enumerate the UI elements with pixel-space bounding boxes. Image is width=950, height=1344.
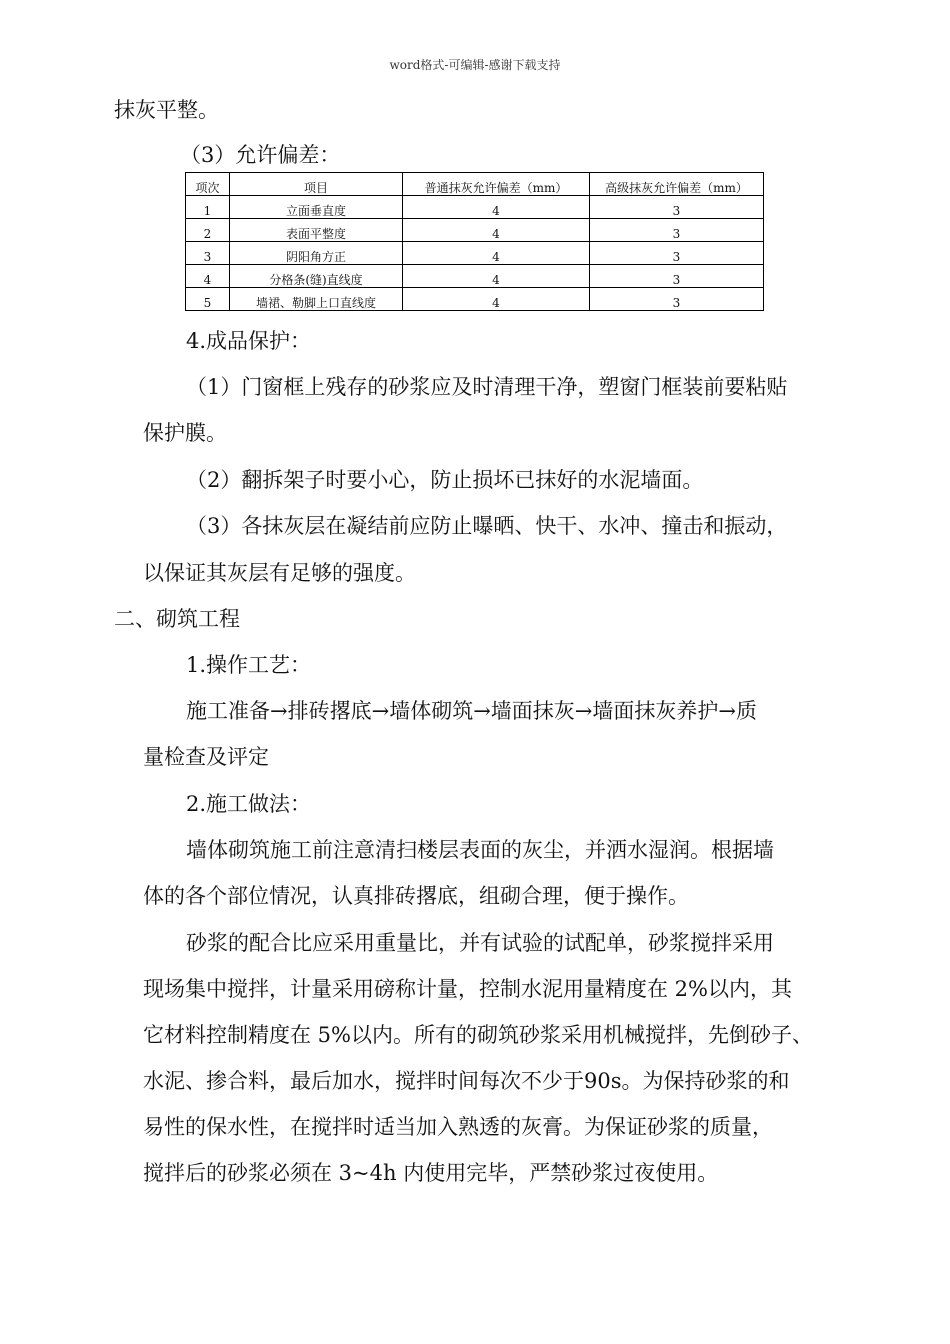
table-cell: 4 <box>403 242 590 265</box>
table-header-cell: 高级抹灰允许偏差（mm） <box>590 173 764 196</box>
paragraph-line: 施工准备→排砖撂底→墙体砌筑→墙面抹灰→墙面抹灰养护→质 <box>186 699 757 723</box>
section-heading-protection: 4.成品保护： <box>186 329 312 353</box>
table-cell: 阴阳角方正 <box>230 242 403 265</box>
paragraph-line: 水泥、掺合料，最后加水，搅拌时间每次不少于90s。为保持砂浆的和 <box>143 1069 790 1093</box>
table-cell: 5 <box>186 288 230 311</box>
table-cell: 4 <box>403 219 590 242</box>
paragraph-line: （3）各抹灰层在凝结前应防止曝晒、快干、水冲、撞击和振动， <box>186 514 788 538</box>
tolerance-table <box>185 172 764 311</box>
table-cell: 分格条(缝)直线度 <box>230 265 403 288</box>
table-cell: 4 <box>403 265 590 288</box>
table-header-cell: 项目 <box>230 173 403 196</box>
paragraph-line: 墙体砌筑施工前注意清扫楼层表面的灰尘，并洒水湿润。根据墙 <box>186 838 774 862</box>
table-cell: 4 <box>403 196 590 219</box>
section-heading-method: 2.施工做法： <box>186 792 312 816</box>
table-cell: 3 <box>590 242 764 265</box>
table-cell: 3 <box>590 219 764 242</box>
table-header-cell: 普通抹灰允许偏差（mm） <box>403 173 590 196</box>
paragraph-line: 砂浆的配合比应采用重量比，并有试验的试配单，砂浆搅拌采用 <box>186 931 774 955</box>
table-cell: 3 <box>186 242 230 265</box>
paragraph-line: 它材料控制精度在 5%以内。所有的砌筑砂浆采用机械搅拌，先倒砂子、 <box>143 1023 813 1047</box>
paragraph-line: 量检查及评定 <box>143 745 269 769</box>
table-cell: 墙裙、勒脚上口直线度 <box>230 288 403 311</box>
table-cell: 4 <box>186 265 230 288</box>
paragraph-line: （2）翻拆架子时要小心，防止损坏已抹好的水泥墙面。 <box>186 468 704 492</box>
table-cell: 立面垂直度 <box>230 196 403 219</box>
section-heading-tolerance: （3）允许偏差： <box>180 143 341 167</box>
table-cell: 3 <box>590 288 764 311</box>
paragraph-line: 抹灰平整。 <box>114 98 219 122</box>
table-cell: 4 <box>403 288 590 311</box>
paragraph-line: 体的各个部位情况，认真排砖撂底，组砌合理，便于操作。 <box>143 884 689 908</box>
table-cell: 3 <box>590 196 764 219</box>
table-cell: 表面平整度 <box>230 219 403 242</box>
table-row <box>186 242 764 265</box>
paragraph-line: 保护膜。 <box>143 421 227 445</box>
table-row <box>186 219 764 242</box>
paragraph-line: 搅拌后的砂浆必须在 3~4h 内使用完毕，严禁砂浆过夜使用。 <box>143 1161 719 1185</box>
paragraph-line: 以保证其灰层有足够的强度。 <box>143 561 416 585</box>
table-row <box>186 265 764 288</box>
paragraph-line: （1）门窗框上残存的砂浆应及时清理干净，塑窗门框装前要粘贴 <box>186 375 788 399</box>
table-header-cell: 项次 <box>186 173 230 196</box>
table-header-row <box>186 173 764 196</box>
table-cell: 1 <box>186 196 230 219</box>
paragraph-line: 现场集中搅拌，计量采用磅称计量，控制水泥用量精度在 2%以内，其 <box>143 977 792 1001</box>
table-cell: 3 <box>590 265 764 288</box>
table-row <box>186 196 764 219</box>
table-cell: 2 <box>186 219 230 242</box>
paragraph-line: 易性的保水性，在搅拌时适当加入熟透的灰膏。为保证砂浆的质量， <box>143 1115 773 1139</box>
section-heading-process: 1.操作工艺： <box>186 653 312 677</box>
table-row <box>186 288 764 311</box>
page-header: word格式-可编辑-感谢下载支持 <box>389 58 561 72</box>
chapter-heading-masonry: 二、砌筑工程 <box>114 607 240 631</box>
